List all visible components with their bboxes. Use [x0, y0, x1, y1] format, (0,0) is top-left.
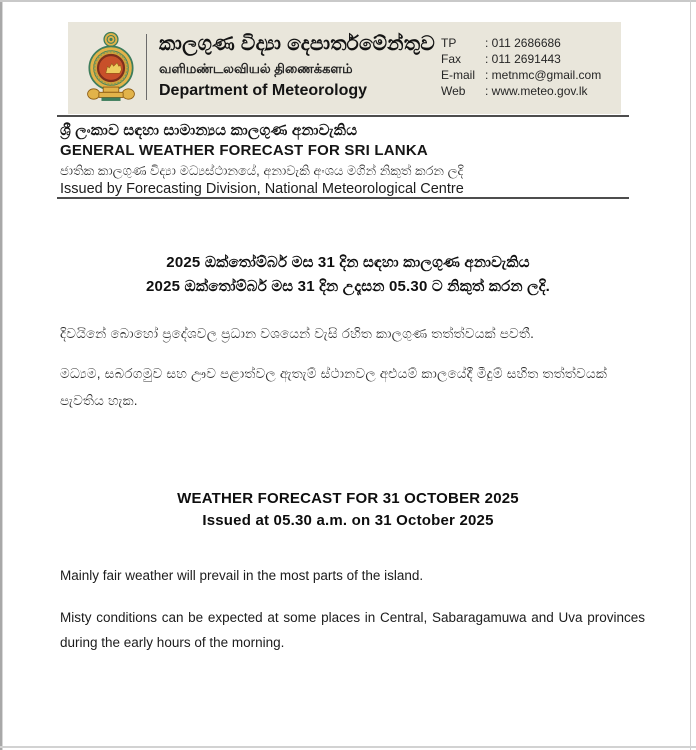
sri-lanka-national-emblem-icon [85, 29, 137, 107]
horizontal-rule-bottom [57, 197, 629, 199]
contact-label-web: Web [441, 84, 466, 98]
contact-value-tp: : 011 2686686 [485, 36, 561, 50]
forecast-title-sinhala: ශ්‍රී ලංකාව සඳහා සාමාන්‍යය කාලගුණ අනාවැකිය [60, 122, 358, 139]
sinhala-paragraph-1: දිවයිනේ බොහෝ ප්‍රදේශවල ප්‍රධාන වශයෙන් වැසි රහිත කාලගුණ තත්ත්වයක් පවතී. [60, 326, 535, 341]
issued-by-english: Issued by Forecasting Division, National Meteorological Centre [60, 181, 464, 197]
contact-value-web: : www.meteo.gov.lk [485, 84, 588, 98]
english-heading-line2: Issued at 05.30 a.m. on 31 October 2025 [202, 512, 494, 529]
department-name-sinhala: කාලගුණ විද්‍යා දෙපාර්තමේන්තුව [159, 33, 436, 55]
contact-row-fax [441, 51, 601, 67]
letterhead-divider [146, 34, 147, 100]
issued-by-sinhala: ජාතික කාලගුණ විද්‍යා මධ්‍යස්ථානයේ, අනාවැකි අංශය මගින් නිකුත් කරන ලදි [60, 163, 464, 178]
contact-block [441, 35, 601, 99]
sinhala-forecast-heading [0, 251, 696, 299]
contact-value-fax: : 011 2691443 [485, 52, 561, 66]
contact-label-tp: TP [441, 36, 457, 50]
scan-edge-right [690, 0, 691, 750]
scan-edge-top [0, 0, 696, 2]
scan-edge-bottom [0, 746, 696, 748]
sinhala-heading-line2: 2025 ඔක්තෝම්බර් මස 31 දින උදෑසන 05.30 ට නිකුත් කරන ලදි. [146, 278, 550, 295]
contact-row-tp [441, 35, 601, 51]
english-paragraph-2: Misty conditions can be expected at some places in Central, Sabaragamuwa and Uva provinces during the early hours of the morning. [60, 610, 645, 650]
contact-row-web [441, 83, 601, 99]
contact-label-fax: Fax [441, 52, 462, 66]
department-name-tamil: வளிமண்டலவியல் திணைக்களம் [159, 61, 353, 76]
horizontal-rule-top [57, 115, 629, 117]
contact-label-email: E-mail [441, 68, 476, 82]
english-forecast-heading [0, 488, 696, 532]
department-name-english: Department of Meteorology [159, 82, 368, 99]
scan-edge-left [0, 0, 3, 750]
english-paragraph-1: Mainly fair weather will prevail in the most parts of the island. [60, 568, 424, 583]
forecast-header [60, 121, 625, 199]
letterhead-titles [159, 31, 436, 101]
letterhead [68, 22, 621, 114]
contact-row-email [441, 67, 601, 83]
english-heading-line1: WEATHER FORECAST FOR 31 OCTOBER 2025 [177, 490, 519, 507]
sinhala-paragraph-2: මධ්‍යම, සබරගමුව සහ ඌව පළාත්වල ඇතැම් ස්ථානවල අළුයම් කාලයේදී මීදුම් සහිත තත්ත්වයක් පැවතිය හැක. [60, 366, 608, 408]
sinhala-heading-line1: 2025 ඔක්තෝම්බර් මස 31 දින සඳහා කාලගුණ අනාවැකිය [166, 254, 530, 271]
contact-value-email: : metnmc@gmail.com [485, 68, 602, 82]
forecast-title-english: GENERAL WEATHER FORECAST FOR SRI LANKA [60, 142, 428, 159]
